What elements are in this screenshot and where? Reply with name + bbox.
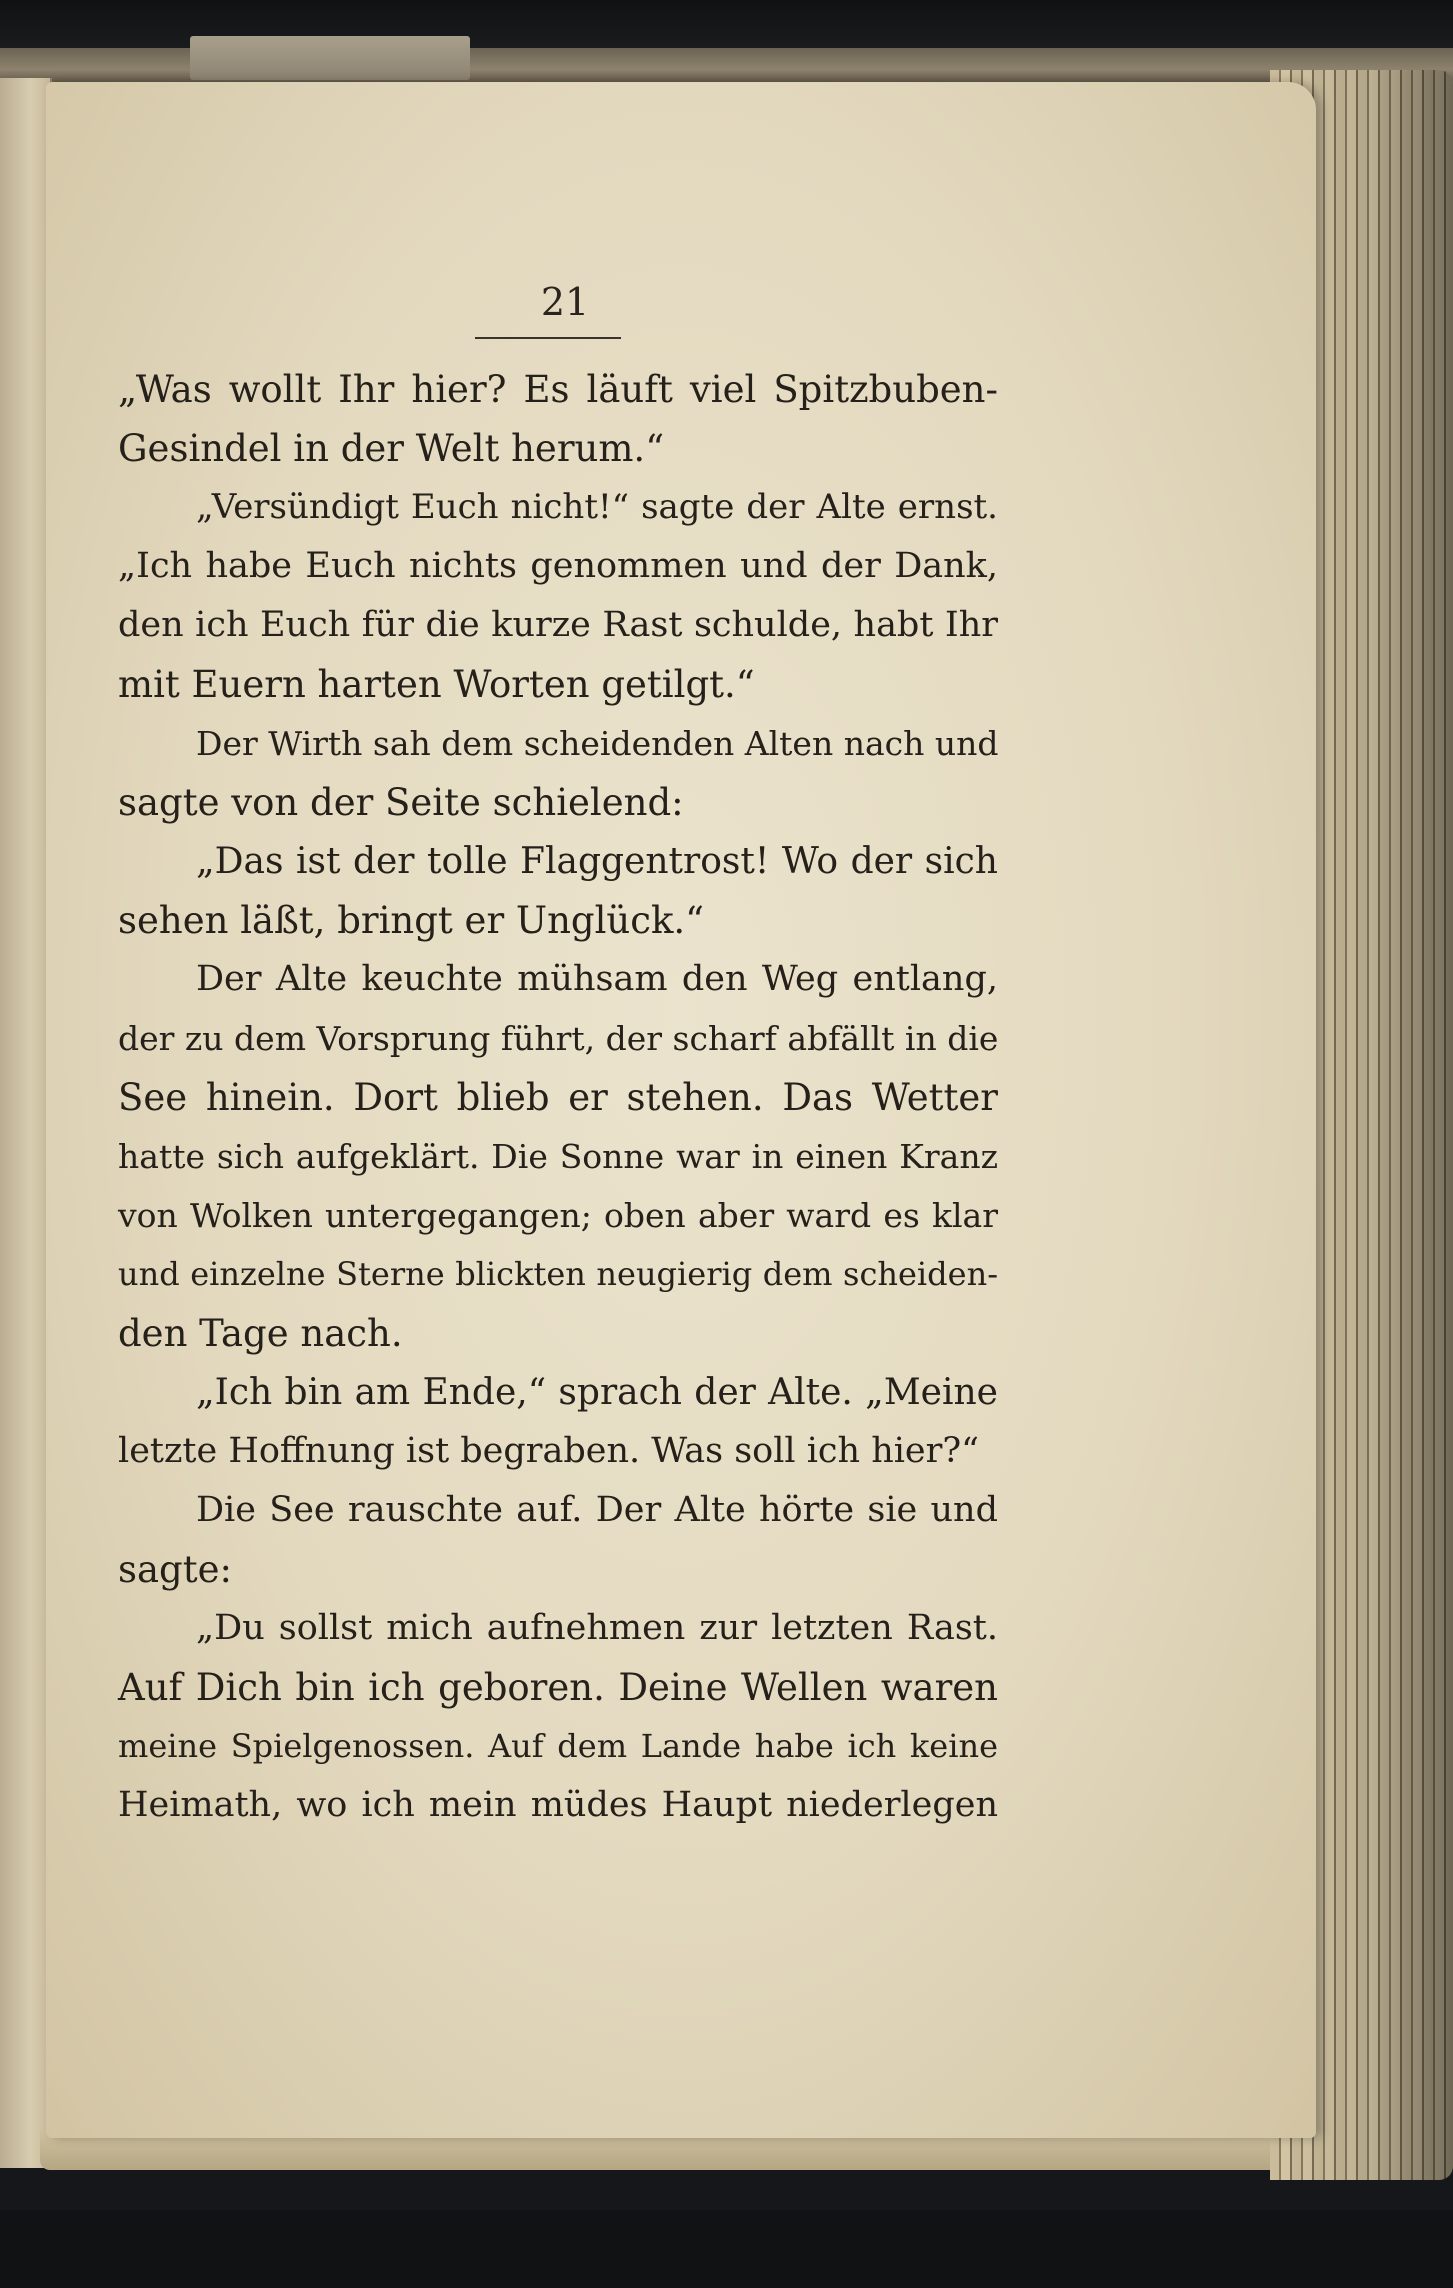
text-line: Gesindel in der Welt herum.“ <box>118 427 665 470</box>
text-line: sagte: <box>118 1548 232 1591</box>
left-page-edge <box>0 78 52 2168</box>
text-line: den ich Euch für die kurze Rast schulde, habt Ihr <box>118 605 998 645</box>
text-line: Der Alte keuchte mühsam den Weg entlang, <box>196 959 998 999</box>
background-bottom <box>0 2210 1453 2288</box>
text-line: sagte von der Seite schielend: <box>118 781 684 824</box>
text-line: Der Wirth sah dem scheidenden Alten nach und <box>196 724 999 763</box>
text-line: hatte sich aufgeklärt. Die Sonne war in einen Kranz <box>118 1137 998 1176</box>
text-line: und einzelne Sterne blickten neugierig dem scheiden- <box>118 1255 998 1293</box>
text-line: „Ich habe Euch nichts genommen und der Dank, <box>118 546 998 586</box>
text-line: „Was wollt Ihr hier? Es läuft viel Spitzbuben- <box>118 368 998 411</box>
text-line: „Versündigt Euch nicht!“ sagte der Alte ernst. <box>196 487 998 527</box>
cover-bookmark-band <box>190 36 470 80</box>
text-line: meine Spielgenossen. Auf dem Lande habe ich keine <box>118 1727 998 1765</box>
text-line: „Das ist der tolle Flaggentrost! Wo der sich <box>196 841 998 882</box>
text-line: der zu dem Vorsprung führt, der scharf abfällt in die <box>118 1019 999 1058</box>
text-line: Heimath, wo ich mein müdes Haupt niederlegen <box>118 1785 998 1825</box>
text-line: „Ich bin am Ende,“ sprach der Alte. „Meine <box>196 1372 998 1413</box>
text-line: „Du sollst mich aufnehmen zur letzten Rast. <box>196 1608 998 1648</box>
page-number-rule <box>475 337 621 339</box>
text-line: sehen läßt, bringt er Unglück.“ <box>118 899 705 942</box>
text-line: Die See rauschte auf. Der Alte hörte sie und <box>196 1490 998 1530</box>
page-number: 21 <box>540 280 590 324</box>
page-text <box>118 360 998 1835</box>
text-line: den Tage nach. <box>118 1312 403 1355</box>
text-line: letzte Hoffnung ist begraben. Was soll ich hier?“ <box>118 1431 980 1471</box>
text-line: See hinein. Dort blieb er stehen. Das Wetter <box>118 1076 998 1119</box>
text-line: Auf Dich bin ich geboren. Deine Wellen waren <box>118 1666 998 1709</box>
text-line: mit Euern harten Worten getilgt.“ <box>118 663 755 706</box>
text-line: von Wolken untergegangen; oben aber ward es klar <box>118 1196 998 1235</box>
